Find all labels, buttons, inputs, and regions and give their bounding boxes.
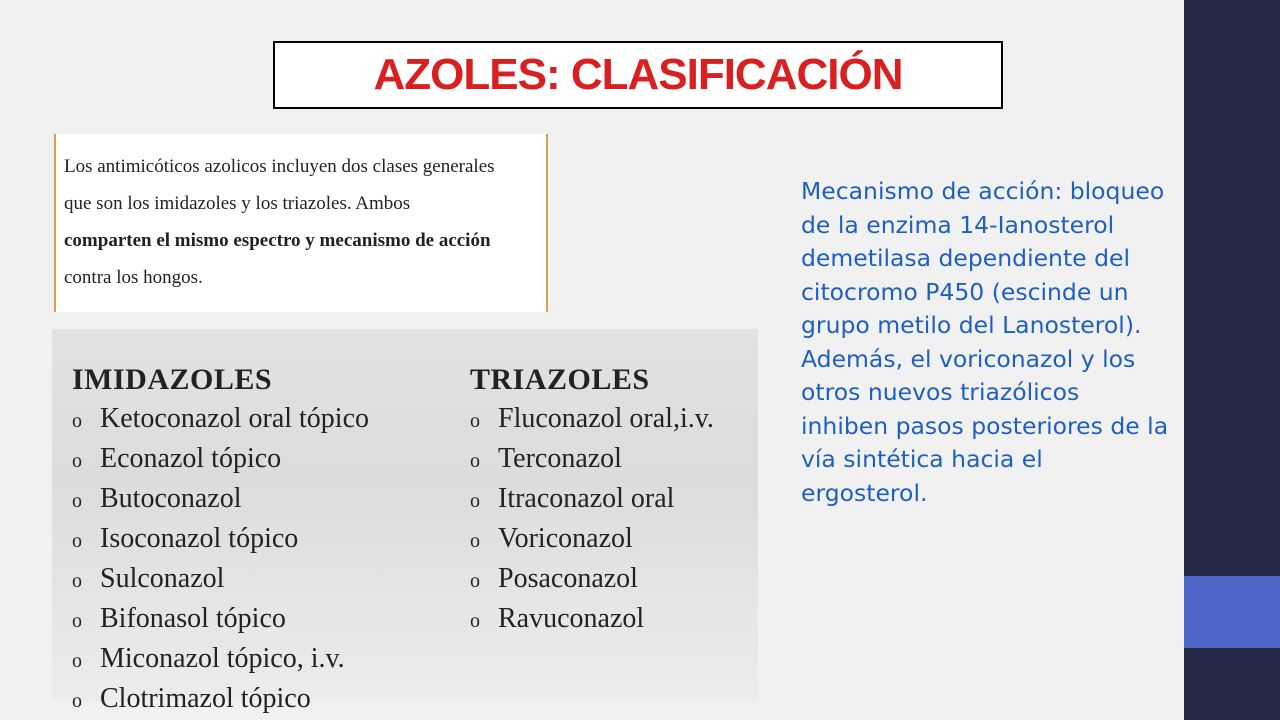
list-item — [72, 640, 369, 680]
bullet-icon: o — [72, 530, 82, 552]
bullet-icon: o — [470, 610, 480, 632]
drug-name: Ravuconazol — [498, 603, 645, 634]
bullet-icon: o — [72, 570, 82, 592]
drug-name: Ketoconazol oral tópico — [100, 403, 370, 434]
list-item — [470, 440, 714, 480]
drug-name: Butoconazol — [100, 483, 242, 514]
mechanism-paragraph: Mecanismo de acción: bloqueo de la enzima 14-Ianosterol demetilasa dependiente del citocromo P450 (escinde un grupo metilo del Lanosterol). Además, el voriconazol y los otros nuevos triazólicos inhiben pasos posteriores de la vía sintética hacia el ergosterol. — [801, 177, 1169, 507]
list-item — [72, 400, 369, 440]
intro-paragraph — [64, 148, 538, 296]
drug-name: Voriconazol — [498, 523, 633, 554]
drug-name: Posaconazol — [498, 563, 638, 594]
intro-line-bold: comparten el mismo espectro y mecanismo de acción — [64, 230, 491, 251]
bullet-icon: o — [72, 650, 82, 672]
intro-text-panel — [54, 134, 548, 312]
bullet-icon: o — [72, 410, 82, 432]
bullet-icon: o — [470, 570, 480, 592]
bullet-icon: o — [470, 530, 480, 552]
intro-line: que son los imidazoles y los triazoles. Ambos — [64, 193, 411, 214]
triazoles-column — [470, 362, 714, 640]
sidebar-accent-block — [1184, 576, 1280, 648]
triazoles-list — [470, 400, 714, 640]
drug-name: Miconazol tópico, i.v. — [100, 643, 345, 674]
drug-name: Clotrimazol tópico — [100, 683, 311, 714]
drug-name: Terconazol — [498, 443, 622, 474]
list-item — [470, 480, 714, 520]
intro-line: Los antimicóticos azolicos incluyen dos clases generales — [64, 156, 495, 177]
bullet-icon: o — [470, 450, 480, 472]
list-item — [72, 560, 369, 600]
drug-name: Bifonasol tópico — [100, 603, 286, 634]
classification-panel — [52, 329, 758, 714]
list-item — [470, 400, 714, 440]
sidebar-decoration — [1184, 0, 1280, 720]
drug-name: Sulconazol — [100, 563, 225, 594]
bullet-icon: o — [470, 410, 480, 432]
imidazoles-list — [72, 400, 369, 720]
drug-name: Fluconazol oral,i.v. — [498, 403, 714, 434]
list-item — [470, 560, 714, 600]
drug-name: Econazol tópico — [100, 443, 282, 474]
bullet-icon: o — [470, 490, 480, 512]
bullet-icon: o — [72, 690, 82, 712]
list-item — [72, 600, 369, 640]
title-box — [273, 41, 1003, 109]
list-item — [470, 600, 714, 640]
list-item — [72, 680, 369, 720]
list-item — [470, 520, 714, 560]
drug-name: Isoconazol tópico — [100, 523, 299, 554]
imidazoles-column — [72, 362, 369, 720]
list-item — [72, 440, 369, 480]
list-item — [72, 480, 369, 520]
list-item — [72, 520, 369, 560]
triazoles-heading: TRIAZOLES — [470, 363, 650, 396]
mechanism-text-block — [801, 175, 1171, 510]
imidazoles-heading: IMIDAZOLES — [72, 363, 273, 396]
bullet-icon: o — [72, 490, 82, 512]
bullet-icon: o — [72, 450, 82, 472]
intro-line: contra los hongos. — [64, 267, 203, 288]
page-title: AZOLES: CLASIFICACIÓN — [373, 50, 903, 99]
drug-name: Itraconazol oral — [498, 483, 675, 514]
bullet-icon: o — [72, 610, 82, 632]
